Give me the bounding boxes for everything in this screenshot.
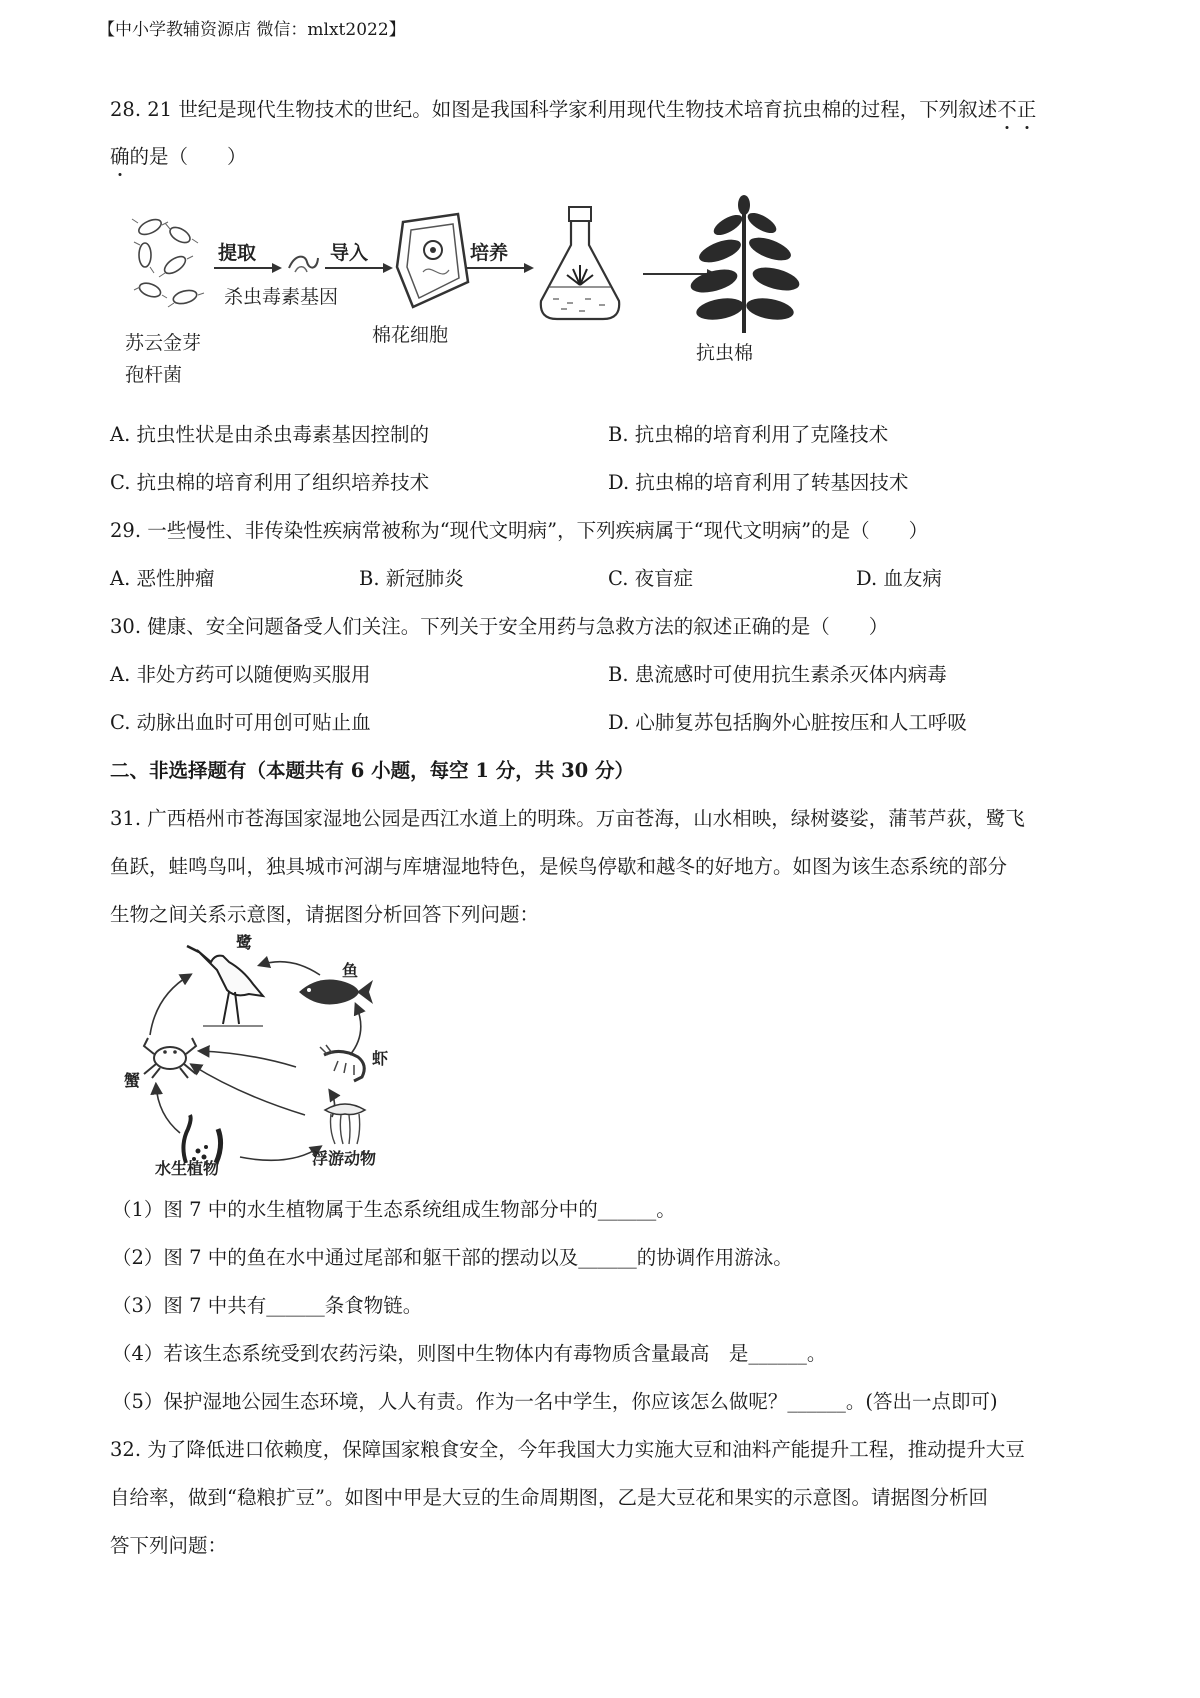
fig28-source-label-2: 孢杆菌: [125, 364, 183, 386]
fig31-plankton-label: 浮游动物: [312, 1149, 377, 1168]
fig31-egret-label: 鹭: [236, 933, 253, 952]
q31-sub-4: （4）若该生态系统受到农药污染，则图中生物体内有毒物质含量最高 是______。: [112, 1342, 827, 1365]
q31-sub-5: （5）保护湿地公园生态环境，人人有责。作为一名中学生，你应该怎么做呢？______。(答出一点即可): [112, 1390, 998, 1413]
q28-stem-line2: [110, 145, 247, 169]
q32-stem-line2: 自给率，做到“稳粮扩豆”。如图中甲是大豆的生命周期图，乙是大豆花和果实的示意图。请据图分析回: [110, 1486, 988, 1509]
q28-option-b: B. 抗虫棉的培育利用了克隆技术: [608, 423, 889, 446]
q28-stem-rest: 的是（ ）: [129, 145, 247, 168]
q29-option-b: B. 新冠肺炎: [359, 567, 464, 590]
q28-option-d: D. 抗虫棉的培育利用了转基因技术: [608, 471, 909, 494]
q29-option-d: D. 血友病: [856, 567, 942, 590]
q32-stem-line1: 32. 为了降低进口依赖度，保障国家粮食安全，今年我国大力实施大豆和油料产能提升工程，推动提升大豆: [110, 1438, 1025, 1461]
q31-stem-line1: 31. 广西梧州市苍海国家湿地公园是西江水道上的明珠。万亩苍海，山水相映，绿树婆娑，蒲苇芦荻，鹭飞: [110, 807, 1025, 830]
q29-option-c: C. 夜盲症: [608, 567, 694, 590]
fig31-plant-label: 水生植物: [155, 1159, 220, 1178]
fig28-arrow-3: [466, 262, 534, 274]
crab-icon: [138, 1030, 202, 1080]
q30-option-a: A. 非处方药可以随便购买服用: [110, 663, 371, 686]
q29-option-a: A. 恶性肿瘤: [110, 567, 215, 590]
fig31-fish-label: 鱼: [342, 961, 359, 980]
q28-stem-prefix: 28. 21 世纪是现代生物技术的世纪。如图是我国科学家利用现代生物技术培育抗虫棉的过程，下列叙述: [110, 98, 998, 121]
q30-option-c: C. 动脉出血时可用创可贴止血: [110, 711, 371, 734]
q30-option-b: B. 患流感时可使用抗生素杀灭体内病毒: [608, 663, 947, 686]
q29-stem: 29. 一些慢性、非传染性疾病常被称为“现代文明病”，下列疾病属于“现代文明病”的是（ ）: [110, 519, 929, 542]
q30-option-d: D. 心肺复苏包括胸外心脏按压和人工呼吸: [608, 711, 967, 734]
watermark-text: 【中小学教辅资源店 微信：mlxt2022】: [98, 20, 406, 40]
fig28-gene-label: 杀虫毒素基因: [224, 286, 339, 308]
plankton-icon: [315, 1100, 375, 1146]
q28-stem-line1: [110, 98, 1036, 122]
q30-stem: 30. 健康、安全问题备受人们关注。下列关于安全用药与急救方法的叙述正确的是（ ）: [110, 615, 889, 638]
fig31-shrimp-label: 虾: [372, 1049, 389, 1068]
section-2-heading: 二、非选择题有（本题共有 6 小题，每空 1 分，共 30 分）: [110, 759, 635, 782]
fig28-arrow-1: [214, 262, 282, 274]
culture-flask-illustration: [535, 205, 625, 325]
cotton-cell-illustration: [393, 212, 473, 312]
fig28-arrow1-label: 提取: [218, 242, 257, 264]
fig28-arrow3-label: 培养: [470, 242, 509, 264]
fig28-arrow-2: [325, 262, 393, 274]
q31-sub-2: （2）图 7 中的鱼在水中通过尾部和躯干部的摆动以及______的协调作用游泳。: [112, 1246, 793, 1269]
fig31-crab-label: 蟹: [124, 1071, 141, 1090]
q31-sub-3: （3）图 7 中共有______条食物链。: [112, 1294, 423, 1317]
q31-stem-line3: 生物之间关系示意图，请据图分析回答下列问题：: [110, 903, 540, 926]
q28-emphasis-char-2: 正: [1016, 98, 1037, 121]
egret-icon: [183, 940, 273, 1030]
gene-fragment-icon: [285, 248, 321, 278]
q28-emphasis-char-3: 确: [110, 145, 130, 168]
cotton-plant-illustration: [690, 195, 800, 335]
q28-emphasis-char-1: 不: [997, 98, 1017, 121]
bacteria-illustration: [130, 215, 210, 315]
fig28-cell-label: 棉花细胞: [372, 324, 449, 346]
q31-stem-line2: 鱼跃，蛙鸣鸟叫，独具城市河湖与库塘湿地特色，是候鸟停歇和越冬的好地方。如图为该生态系统的部分: [110, 855, 1008, 878]
q28-option-c: C. 抗虫棉的培育利用了组织培养技术: [110, 471, 430, 494]
fish-icon: [295, 972, 375, 1012]
fig28-result-label: 抗虫棉: [696, 342, 754, 364]
q31-sub-1: （1）图 7 中的水生植物属于生态系统组成生物部分中的______。: [112, 1198, 676, 1221]
shrimp-icon: [318, 1045, 374, 1085]
q32-stem-line3: 答下列问题：: [110, 1534, 228, 1557]
fig28-arrow2-label: 导入: [330, 242, 369, 264]
q28-option-a: A. 抗虫性状是由杀虫毒素基因控制的: [110, 423, 429, 446]
fig28-source-label-1: 苏云金芽: [125, 332, 202, 354]
